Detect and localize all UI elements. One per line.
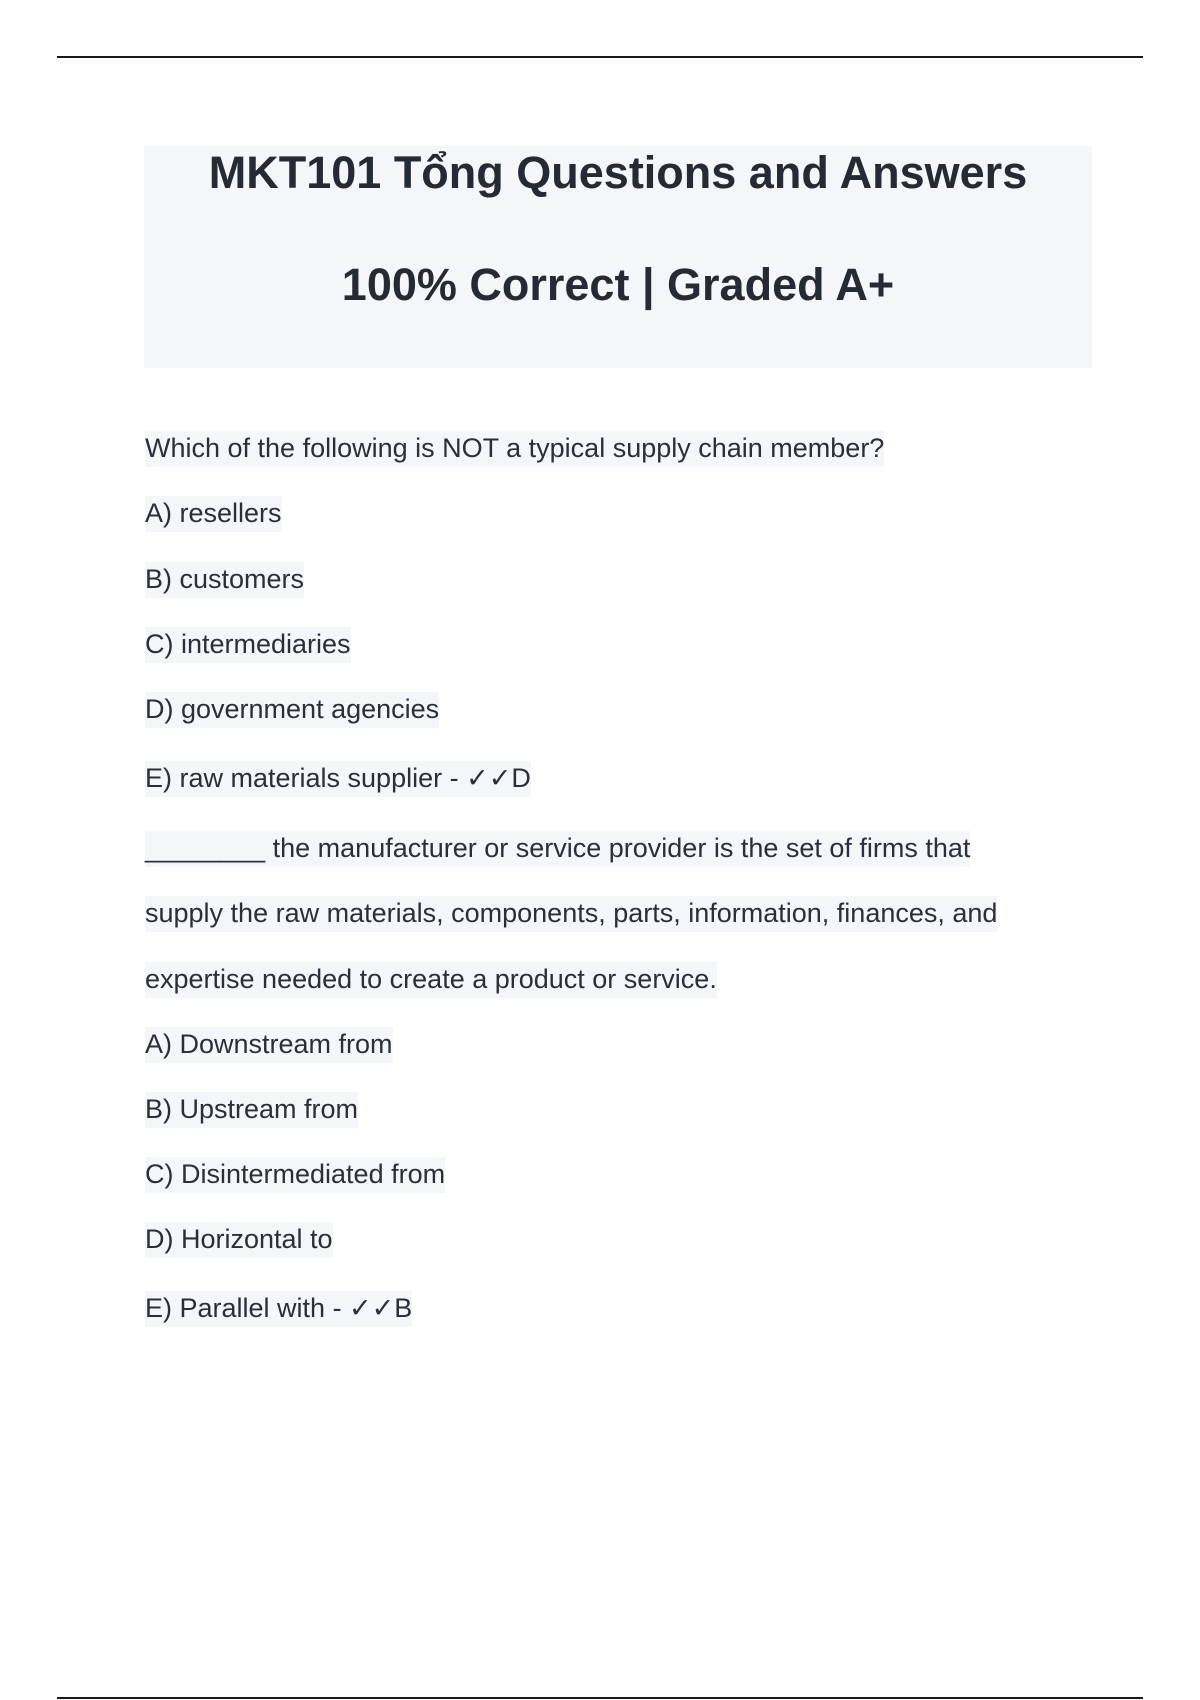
document-title-line-2: 100% Correct | Graded A+	[341, 259, 895, 310]
question-1-prompt: Which of the following is NOT a typical supply chain member?	[145, 430, 884, 466]
question-2-option-a: A) Downstream from	[145, 1026, 393, 1062]
question-2-option-b: B) Upstream from	[145, 1091, 358, 1127]
title-banner	[144, 146, 1092, 368]
question-1-option-a: A) resellers	[145, 495, 282, 531]
question-2-prompt-line-2: supply the raw materials, components, parts, information, finances, and	[145, 895, 997, 931]
question-2-prompt-line-3: expertise needed to create a product or service.	[145, 961, 717, 997]
bottom-rule	[57, 1697, 1143, 1699]
top-rule	[57, 56, 1143, 58]
question-2-option-c: C) Disintermediated from	[145, 1156, 445, 1192]
question-2-option-d: D) Horizontal to	[145, 1221, 333, 1257]
question-2-prompt-line-1: ________ the manufacturer or service provider is the set of firms that	[145, 830, 970, 866]
question-2-option-e-answer: E) Parallel with - ✓✓B	[145, 1290, 412, 1326]
question-1-option-b: B) customers	[145, 561, 304, 597]
question-1-option-c: C) intermediaries	[145, 626, 351, 662]
document-title-line-1: MKT101 Tổng Questions and Answers	[208, 147, 1028, 198]
question-1-option-e-answer: E) raw materials supplier - ✓✓D	[145, 760, 531, 796]
question-1-option-d: D) government agencies	[145, 691, 439, 727]
